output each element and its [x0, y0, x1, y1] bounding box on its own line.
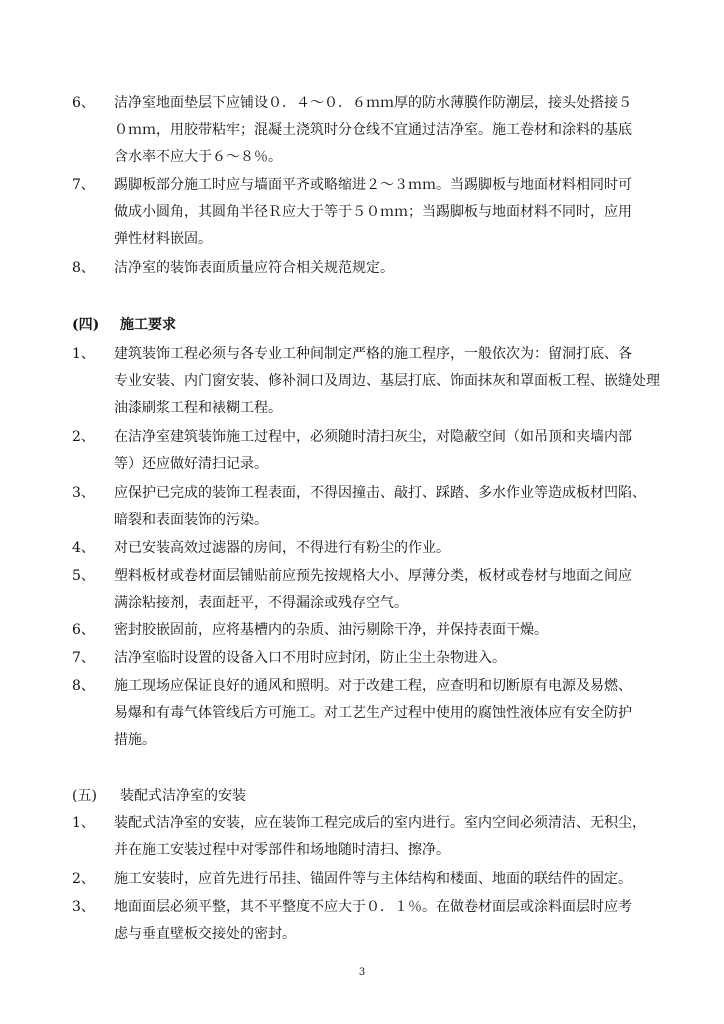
item-text-line: 做成小圆角，其圆角半径Ｒ应大于等于５０ｍｍ；当踢脚板与地面材料不同时，应用: [114, 204, 632, 220]
item-text-line: 易爆和有毒气体管线后方可施工。对工艺生产过程中使用的腐蚀性液体应有安全防护: [114, 705, 632, 721]
item-number: 1、: [72, 346, 95, 362]
section-number: (五): [72, 788, 97, 804]
item-text-line: 洁净室临时设置的设备入口不用时应封闭，防止尘土杂物进入。: [114, 650, 506, 666]
item-text-line: 应保护已完成的装饰工程表面，不得因撞击、敲打、踩踏、多水作业等造成板材凹陷、: [114, 485, 646, 501]
item-text-line: 等）还应做好清扫记录。: [114, 456, 268, 472]
item-number: 8、: [72, 678, 95, 694]
item-text-line: 措施。: [114, 732, 156, 748]
item-text-line: 对已安装高效过滤器的房间，不得进行有粉尘的作业。: [114, 540, 450, 556]
item-text-line: 地面面层必须平整，其不平整度不应大于０．１％。在做卷材面层或涂料面层时应考: [114, 899, 632, 915]
item-text-line: 塑料板材或卷材面层铺贴前应预先按规格大小、厚薄分类，板材或卷材与地面之间应: [114, 568, 632, 584]
page-number: 3: [358, 967, 366, 978]
item-text-line: 洁净室的装饰表面质量应符合相关规范规定。: [114, 260, 394, 276]
item-text-line: 含水率不应大于６～８％。: [114, 149, 282, 165]
item-number: 8、: [72, 260, 95, 276]
item-text-line: 踢脚板部分施工时应与墙面平齐或略缩进２～３ｍｍ。当踢脚板与地面材料相同时可: [114, 177, 632, 193]
item-text-line: 建筑装饰工程必须与各专业工种间制定严格的施工程序，一般依次为：留洞打底、各: [114, 346, 632, 362]
item-text-line: 施工现场应保证良好的通风和照明。对于改建工程，应查明和切断原有电源及易燃、: [114, 678, 632, 694]
item-text-line: 并在施工安装过程中对零部件和场地随时清扫、擦净。: [114, 842, 450, 858]
section-title: 装配式洁净室的安装: [120, 788, 246, 804]
item-number: 5、: [72, 568, 95, 584]
item-number: 1、: [72, 815, 95, 831]
item-number: 2、: [72, 871, 95, 887]
item-number: 3、: [72, 899, 95, 915]
item-number: 6、: [72, 622, 95, 638]
item-text-line: 施工安装时，应首先进行吊挂、锚固件等与主体结构和楼面、地面的联结件的固定。: [114, 871, 632, 887]
item-text-line: 弹性材料嵌固。: [114, 231, 212, 247]
item-number: 7、: [72, 650, 95, 666]
item-text-line: 洁净室地面垫层下应铺设０．４～０．６ｍｍ厚的防水薄膜作防潮层，接头处搭接５: [114, 95, 632, 111]
item-text-line: 装配式洁净室的安装，应在装饰工程完成后的室内进行。室内空间必须清洁、无积尘，: [114, 815, 646, 831]
item-text-line: 油漆刷浆工程和裱糊工程。: [114, 400, 282, 416]
item-text-line: 虑与垂直壁板交接处的密封。: [114, 926, 296, 942]
section-title: 施工要求: [120, 317, 176, 333]
item-number: 2、: [72, 429, 95, 445]
item-number: 3、: [72, 485, 95, 501]
item-number: 7、: [72, 177, 95, 193]
item-text-line: 密封胶嵌固前，应将基槽内的杂质、油污剔除干净，并保持表面干燥。: [114, 622, 548, 638]
section-number: (四): [72, 317, 100, 333]
item-text-line: 在洁净室建筑装饰施工过程中，必须随时清扫灰尘，对隐蔽空间（如吊顶和夹墙内部: [114, 429, 632, 445]
item-number: 6、: [72, 95, 95, 111]
item-text-line: 专业安装、内门窗安装、修补洞口及周边、基层打底、饰面抹灰和罩面板工程、嵌缝处理: [114, 373, 660, 389]
item-number: 4、: [72, 540, 95, 556]
item-text-line: ０ｍｍ，用胶带粘牢；混凝土浇筑时分仓线不宜通过洁净室。施工卷材和涂料的基底: [114, 122, 632, 138]
item-text-line: 满涂粘接剂，表面赶平，不得漏涂或残存空气。: [114, 595, 408, 611]
item-text-line: 暗裂和表面装饰的污染。: [114, 512, 268, 528]
